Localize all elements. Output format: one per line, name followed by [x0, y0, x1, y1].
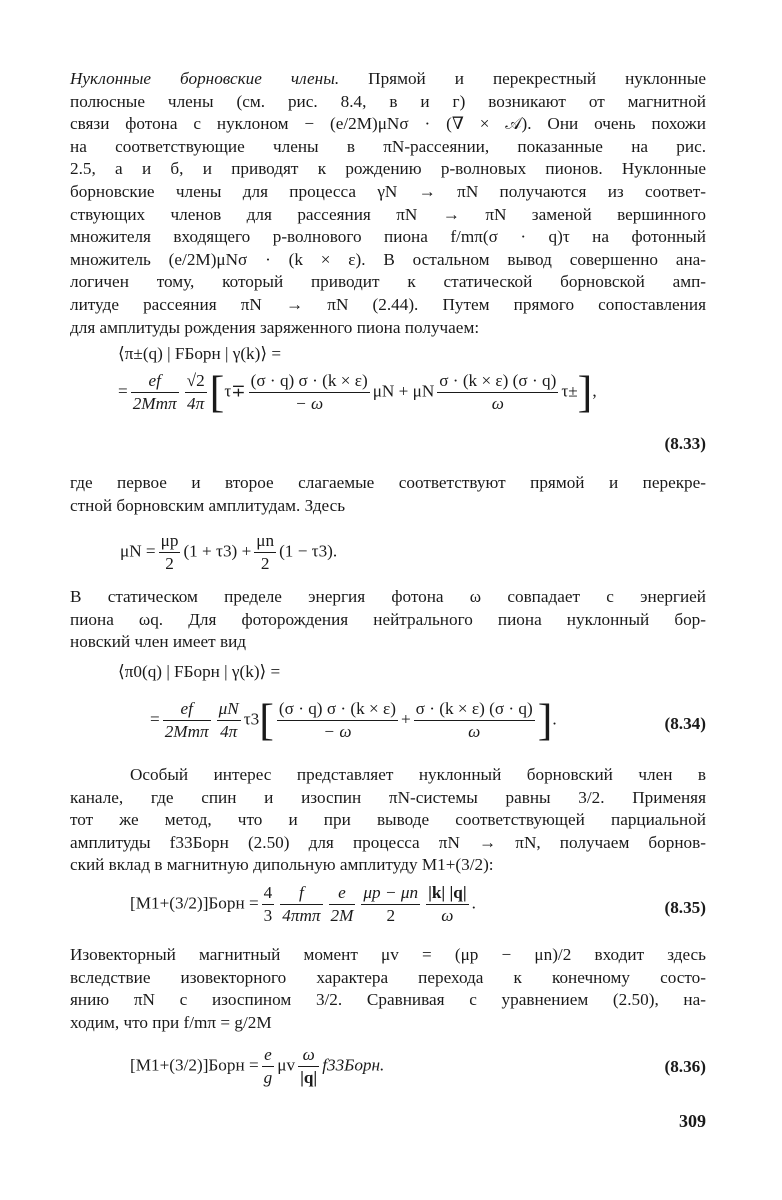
section-lead-italic: Нуклонные борновские члены. [70, 69, 340, 88]
text-line: новский член имеет вид [70, 632, 247, 652]
text-line: ский вклад в магнитную дипольную амплитуду M1+(3/2): [70, 855, 494, 875]
text-line: для амплитуды рождения заряженного пиона получаем: [70, 317, 480, 337]
text-line: полюсные члены (см. рис. 8.4, в и г) возникают от магнитной [70, 91, 706, 111]
text-line: борновские члены для процесса γN → πN получаются из соответ- [70, 181, 706, 201]
equation-mu-n: μN = $\frac{\mu p}{2}$ (1 + τ3) + $\frac{\mu n}{2}$ (1 − τ3). [120, 531, 338, 573]
equation-8-33-rhs: = $\frac{ef}{\text{2Mmπ}}$ $\frac{√2}{4\pi}$ [τ∓ $\frac{(\sigma \cdot q) \sigma \cdot (k \times \varepsilon)}{- \omega}$ μN + μN $\frac{\sigma \cdot (k \times \varepsilon) (\sigma \cdot q)}{\omega}$ τ±], [118, 367, 597, 417]
text-line: где первое и второе слагаемые соответствуют прямой и перекре- [70, 473, 706, 492]
text-line: амплитуды f33Борн (2.50) для процесса πN → πN, получаем борнов- [70, 832, 706, 852]
fraction: $\frac{(\sigma \cdot q) \sigma \cdot (k \times \varepsilon)}{- \omega}$ [278, 699, 396, 741]
fraction: $\frac{4}{3}$ [263, 883, 273, 925]
page-number: 309 [679, 1111, 706, 1131]
fraction: $\frac{(\sigma \cdot q) \sigma \cdot (k \times \varepsilon)}{- \omega}$ [250, 371, 368, 413]
left-bracket: [ [209, 367, 225, 417]
fraction: $\frac{e}{2M}$ [330, 883, 354, 925]
text-line: ствующих членов для рассеяния πN → πN заменой вершинного [70, 204, 706, 224]
text-line: логичен тому, который приводит к статической борновской амп- [70, 272, 706, 292]
right-bracket: ] [537, 695, 553, 745]
equation-8-36: [M1+(3/2)]Борн = $\frac{e}{g}$ μv $\frac{\omega}{|q|}$ f33Борн. [130, 1045, 385, 1087]
equation-number: (8.33) [664, 434, 706, 453]
text-line: Особый интерес представляет нуклонный борновский член в [130, 765, 706, 784]
text-line: Изовекторный магнитный момент μv = (μp − μn)/2 входит здесь [70, 945, 706, 964]
fraction: $\frac{|k| |q|}{\omega}$ [428, 883, 467, 925]
fraction: $\frac{ef}{\text{2Mmπ}}$ [132, 371, 177, 413]
equation-8-33-lhs: ⟨π±(q) | FБорн | γ(k)⟩ = [118, 344, 282, 363]
text-line: вследствие изовекторного характера перехода к конечному состо- [70, 967, 706, 987]
right-bracket: ] [577, 367, 593, 417]
text-line: литуде рассеяния πN → πN (2.44). Путем прямого сопоставления [70, 294, 706, 314]
fraction: $\frac{\mu n}{2}$ [256, 531, 275, 573]
text-line: пиона ωq. Для фоторождения нейтрального пиона нуклонный бор- [70, 609, 706, 629]
equation-number: (8.34) [664, 714, 706, 733]
text-line: стной борновским амплитудам. Здесь [70, 495, 346, 515]
equation-8-34-lhs: ⟨π0(q) | FБорн | γ(k)⟩ = [118, 662, 281, 681]
fraction: $\frac{\mu p - \mu n}{2}$ [363, 883, 419, 925]
text-line: янию πN с изоспином 3/2. Сравнивая с уравнением (2.50), на- [70, 990, 706, 1010]
fraction: $\frac{\omega}{|q|}$ [300, 1045, 318, 1087]
fraction: $\frac{e}{g}$ [263, 1045, 273, 1087]
fraction: $\frac{√2}{4\pi}$ [186, 371, 205, 413]
text-line: В статическом пределе энергия фотона ω совпадает с энергией [70, 587, 706, 606]
paragraph-terms-explanation [70, 472, 706, 517]
text-line: на соответствующие члены в πN-рассеянии, показанные на рис. [70, 136, 706, 156]
paragraph-born-3-2-channel [70, 764, 706, 877]
paragraph-isovector-moment [70, 944, 706, 1034]
text-line: канале, где спин и изоспин πN-системы равны 3/2. Применяя [70, 787, 706, 807]
left-bracket: [ [259, 695, 274, 745]
fraction: $\frac{\sigma \cdot (k \times \varepsilon) (\sigma \cdot q)}{\omega}$ [415, 699, 533, 741]
fraction: $\frac{f}{\text{4πmπ}}$ [282, 883, 321, 925]
text-line: ходим, что при f/mπ = g/2M [70, 1012, 272, 1032]
paragraph-static-limit [70, 586, 706, 654]
fraction: $\frac{ef}{\text{2Mmπ}}$ [164, 699, 209, 741]
equation-8-35: [M1+(3/2)]Борн = $\frac{4}{3}$ $\frac{f}{\text{4πmπ}}$ $\frac{e}{2M}$ $\frac{\mu p - \mu n}{2}$ $\frac{|k| |q|}{\omega}$ . [130, 883, 476, 925]
fraction: $\frac{\mu N}{4\pi}$ [218, 699, 239, 741]
equation-8-34-rhs: = $\frac{ef}{\text{2Mmπ}}$ $\frac{\mu N}{4\pi}$ τ3[ $\frac{(\sigma \cdot q) \sigma \cdot (k \times \varepsilon)}{- \omega}$ + $\frac{\sigma \cdot (k \times \varepsilon) (\sigma \cdot q)}{\omega}$ ]. [150, 695, 557, 745]
fraction: $\frac{\sigma \cdot (k \times \varepsilon) (\sigma \cdot q)}{\omega}$ [439, 371, 557, 413]
text-line: множителя входящего p-волнового пиона f/mπ(σ · q)τ на фотонный [70, 227, 706, 247]
text-line: связи фотона с нуклоном − (e/2M)μNσ · (∇ × 𝒜). Они очень похожи [70, 114, 706, 134]
text-line: тот же метод, что и при выводе соответствующей парциальной [70, 810, 706, 830]
fraction: $\frac{\mu p}{2}$ [160, 531, 179, 573]
equation-number: (8.35) [664, 898, 706, 917]
text-line: множитель (e/2M)μNσ · (k × ε). В остальном вывод совершенно ана- [70, 249, 706, 269]
paragraph-nucleon-born-terms: Нуклонные борновские члены. Прямой и перекрестный нуклонные полюсные члены (см. рис. 8.4, в и г) возникают от магнитной связи фотона с нуклоном − (e/2M)μNσ · (∇ × 𝒜). Они очень похожи на соответствующие члены в πN-рассеянии, показанные на рис. 2.5, а и б, и приводят к рождению p-волновых пионов. Нуклонные борновские члены для процесса γN → πN получаются из соответ- ствующих членов для рассеяния πN → πN заменой вершинного множителя входящего p-волнового пиона f/mπ(σ · q)τ на фотонный множитель (e/2M)μNσ · (k × ε). В остальном вывод совершенно ана- логичен тому, который приводит к статической борновской амп- литуде рассеяния πN → πN (2.44). Путем прямого сопоставления для амплитуды рождения заряженного пиона получаем: [70, 68, 706, 339]
text-line: 2.5, а и б, и приводят к рождению p-волновых пионов. Нуклонные [70, 159, 706, 179]
equation-number: (8.36) [664, 1057, 706, 1076]
